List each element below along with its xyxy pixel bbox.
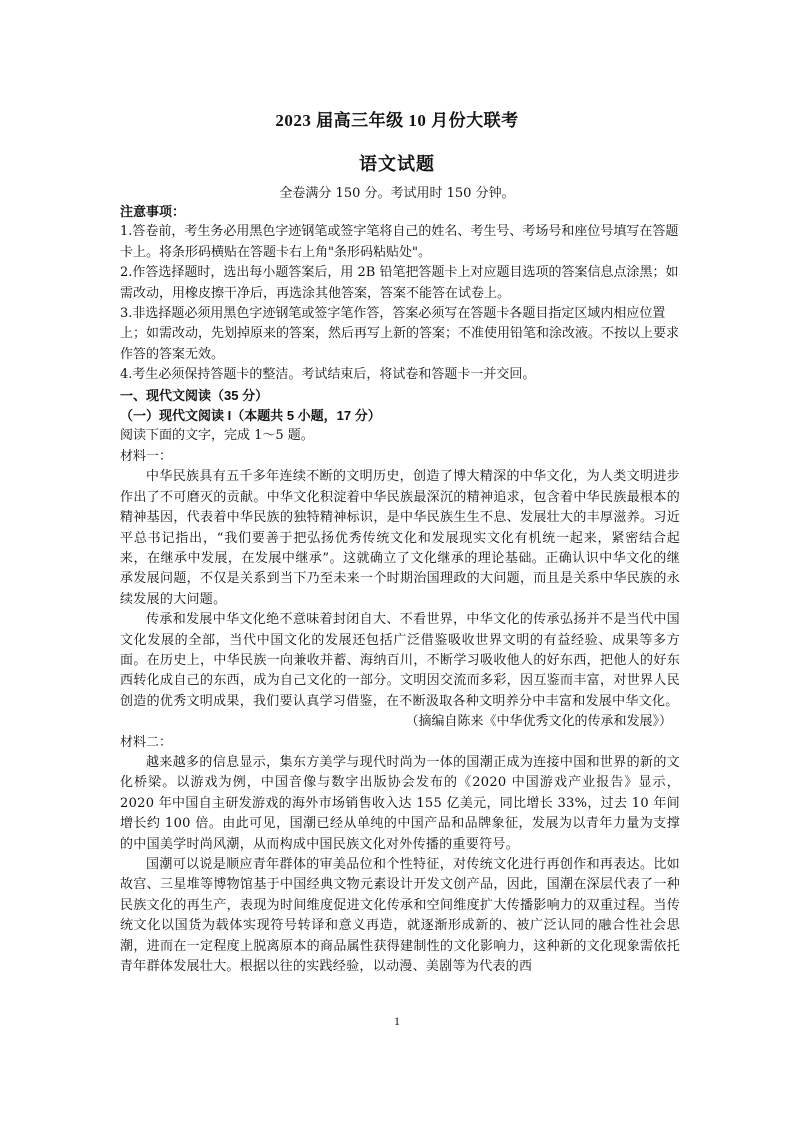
notice-item: 3.非选择题必须用黑色字迹钢笔或签字笔作答，答案必须写在答题卡各题目指定区域内相应位置上；如需改动，先划掉原来的答案，然后再写上新的答案；不准使用铅笔和涂改液。不按以上要求作答的答案无效。 [120, 306, 680, 362]
material-paragraph: 国潮可以说是顺应青年群体的审美品位和个性特征，对传统文化进行再创作和再表达。比如故宫、三星堆等博物馆基于中国经典文物元素设计开发文创产品，因此，国潮在深层代表了一种民族文化的再生产，表现为时间维度促进文化传承和空间维度扩大传播影响力的双重过程。当传统文化以国货为载体实现符号转译和意义再造，就逐渐形成新的、被广泛认同的融合性社会思潮，进而在一定程度上脱离原本的商品属性获得建制性的文化影响力，这种新的文化现象需依托青年群体发展壮大。根据以往的实践经验，以动漫、美剧等为代表的西 [120, 857, 680, 975]
material-paragraph: 中华民族具有五千多年连续不断的文明历史，创造了博大精深的中华文化，为人类文明进步作出了不可磨灭的贡献。中华文化积淀着中华民族最深沉的精神追求，包含着中华民族最根本的精神基因，代表着中华民族的独特精神标识，是中华民族生生不息、发展壮大的丰厚滋养。习近平总书记指出，“我们要善于把弘扬优秀传统文化和发展现实文化有机统一起来，紧密结合起来，在继承中发展，在发展中继承”。这就确立了文化继承的理论基础。正确认识中华文化的继承发展问题，不仅是关系到当下乃至未来一个时期治国理政的大问题，而且是关系中华民族的永续发展的大问题。 [120, 469, 680, 607]
material-paragraph: 传承和发展中华文化绝不意味着封闭自大、不看世界，中华文化的传承弘扬并不是当代中国文化发展的全部，当代中国文化的发展还包括广泛借鉴吸收世界文明的有益经验、成果等多方面。在历史上，中华民族一向兼收并蓄、海纳百川，不断学习吸收他人的好东西，把他人的好东西转化成自己的东西，成为自己文化的一部分。文明因交流而多彩，因互鉴而丰富，对世界人民创造的优秀文明成果，我们要认真学习借鉴，在不断汲取各种文明养分中丰富和发展中华文化。 [120, 612, 680, 709]
material-source: （摘编自陈来《中华优秀文化的传承和发展》） [405, 714, 672, 730]
material-paragraph: 越来越多的信息显示，集东方美学与现代时尚为一体的国潮正成为连接中国和世界的新的文化桥梁。以游戏为例，中国音像与数字出版协会发布的《2020 中国游戏产业报告》显示，2020 年中国自主研发游戏的海外市场销售收入达 155 亿美元，同比增长 33%，过去 10 年间增长约 100 倍。由此可见，国潮已经从单纯的中国产品和品牌象征，发展为以青年力量为支撑的中国美学时尚风潮，从而构成中国民族文化对外传播的重要符号。 [120, 754, 680, 852]
page-number: 1 [394, 1014, 400, 1028]
section-heading: 一、现代文阅读（35 分） [120, 387, 269, 403]
notice-item: 1.答卷前，考生务必用黑色字迹钢笔或签字笔将自己的姓名、考生号、考场号和座位号填写在答题卡上。将条形码横贴在答题卡右上角"条形码粘贴处"。 [120, 224, 679, 260]
notice-heading: 注意事项： [120, 204, 186, 219]
exam-content [120, 202, 680, 977]
exam-title: 2023 届高三年级 10 月份大联考 [275, 111, 519, 130]
reading-instruction: 阅读下面的文字，完成 1～5 题。 [120, 428, 314, 444]
material-label: 材料二： [120, 734, 173, 750]
material-label: 材料一： [120, 448, 173, 464]
score-info: 全卷满分 150 分。考试用时 150 分钟。 [279, 186, 515, 201]
subject-title: 语文试题 [359, 154, 435, 174]
subsection-heading: （一）现代文阅读 I（本题共 5 小题，17 分） [120, 408, 381, 424]
notice-item: 2.作答选择题时，选出每小题答案后，用 2B 铅笔把答题卡上对应题目选项的答案信息点涂黑；如需改动，用橡皮擦干净后，再选涂其他答案，答案不能答在试卷上。 [120, 265, 679, 301]
notice-item: 4.考生必须保持答题卡的整洁。考试结束后，将试卷和答题卡一并交回。 [120, 367, 536, 383]
